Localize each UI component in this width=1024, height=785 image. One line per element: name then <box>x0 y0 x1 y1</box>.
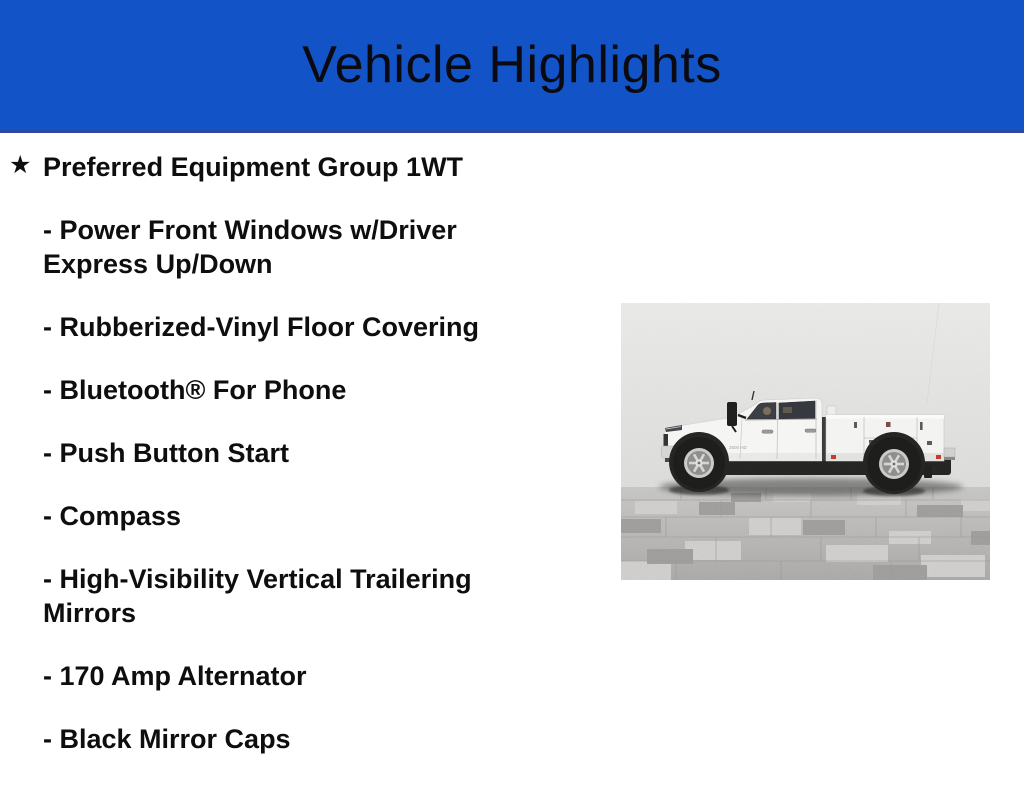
slide-title: Vehicle Highlights <box>302 36 722 94</box>
star-bullet-icon: ★ <box>9 151 32 179</box>
feature-item: - Rubberized-Vinyl Floor Covering <box>43 312 480 342</box>
title-banner <box>0 0 1024 133</box>
vehicle-photo-illustration <box>621 303 990 580</box>
vehicle-photo <box>621 303 990 580</box>
lead-feature <box>9 150 543 184</box>
feature-item: - Black Mirror Caps <box>43 724 291 754</box>
fender-badge: 2500 HD <box>729 445 747 450</box>
feature-item: - High-Visibility Vertical Trailering Mirrors <box>43 564 472 628</box>
feature-item: - Bluetooth® For Phone <box>43 375 347 405</box>
feature-item: - Push Button Start <box>43 438 289 468</box>
highlights-list <box>0 133 543 785</box>
feature-item: - Power Front Windows w/Driver Express Up/Down <box>43 215 457 279</box>
feature-item: - 170 Amp Alternator <box>43 661 307 691</box>
feature-item: - Compass <box>43 501 182 531</box>
lead-feature-label: Preferred Equipment Group 1WT <box>43 152 464 182</box>
